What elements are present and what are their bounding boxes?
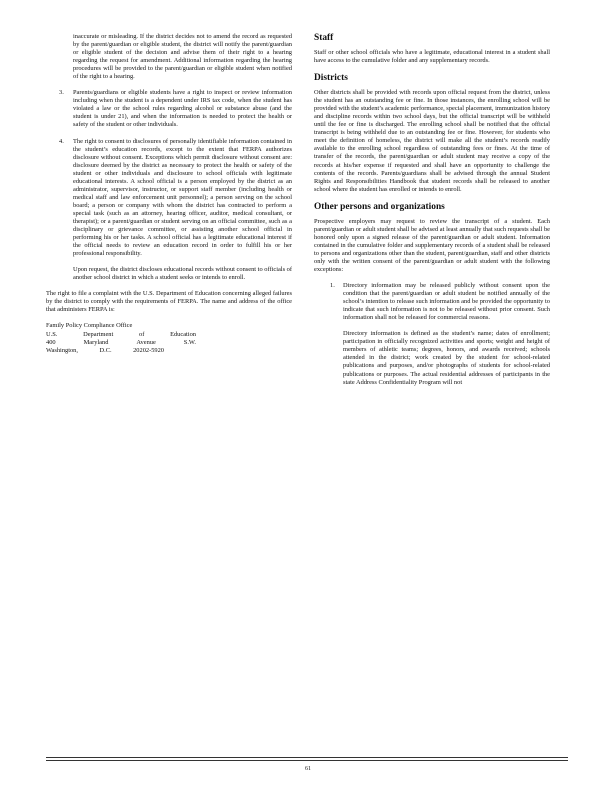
right-column [314,33,550,387]
list-item-1 [314,282,550,387]
list-item-text-2: Upon request, the district discloses educational records without consent to officials of another school district in which a student seeks or intends to enroll. [73,266,292,282]
list-item-text: Parents/guardians or eligible students have a right to inspect or review information including when the student is a dependent under IRS tax code, when the student has violated a law or the school rules regarding alcohol or substance abuse (and the student is under 21), and when the information is needed to protect the health or safety of the student or other individuals. [73,89,292,129]
list-item-text-2: Directory information is defined as the student’s name; dates of enrollment; participation in officially recognized activities and sports; weight and height of members of athletic teams; degrees, honors, and awards received; schools attended in the district; work created by the student for school-related publications and purposes, and/or photographs of students for school-related publications or purposes. The actual residential addresses of participants in the state Address Confidentiality Program will not [343,330,550,386]
left-column [46,33,292,355]
address-word: S.W. [183,338,196,346]
list-item-text: Directory information may be released publicly without consent upon the condition that the parent/guardian or adult student be notified annually of the school’s intention to release such information and be provided the opportunity to indicate that such information is not to be released without prior consent. Such information shall not be released for commercial reasons. [343,282,550,322]
address-word: of [139,330,145,338]
districts-paragraph: Other districts shall be provided with records upon official request from the district, unless the student has an outstanding fee or fine. In those instances, the enrolling school will be provided with the student’s academic performance, special placement, immunization history and discipline records within two school days, but the official transcript will be withheld until the fee or fine is discharged. The enrolling school shall be notified that the official transcript is being withheld due to an outstanding fee or fine. However, for students who meet the definition of homeless, the district will make all the student’s records readily available to the enrolling school regardless of outstanding fees or fines. At the time of transfer of the records, the parent/guardian or adult student may receive a copy of the records at his/her expense if requested and shall have an opportunity to challenge the contents of the records. Parents/guardians shall be advised through the annual Student Rights and Responsibilities Handbook that student records shall be released to another school where the student has enrolled or intends to enroll. [314,89,550,193]
ferpa-address [46,322,292,354]
address-word: 400 [46,338,56,346]
list-item-text: The right to consent to disclosures of personally identifiable information contained in the student’s education records, except to the extent that FERPA authorizes disclosure without consent. Exceptions which permit disclosure without consent are: disclosure deemed by the district as necessary to protect the health or safety of the student or other individuals and disclosure to school officials with legitimate educational interests. A school official is a person employed by the district as an administrator, supervisor, instructor, or support staff member (including health or medical staff and law enforcement unit personnel); a person serving on the school board; a person or company with whom the district has contracted to perform a special task (such as an attorney, hearing officer, auditor, medical consultant, or therapist); or a parent/guardian or student serving on an official committee, such as a disciplinary or grievance committee, or assisting another school official in performing his or her tasks. A school official has a legitimate educational interest if the official needs to review an education record in order to fulfill his or her professional responsibility. [73,137,292,258]
address-line-3 [46,339,196,347]
footer-rule-top [46,757,568,758]
list-number: 3. [59,89,64,97]
address-word: U.S. [46,330,58,338]
address-line-4 [46,347,164,355]
staff-paragraph: Staff or other school officials who have a legitimate, educational interest in a student shall have access to the cumulative folder and any supplementary records. [314,49,550,65]
address-word: 20202-5920 [133,346,164,354]
address-word: Department [83,330,114,338]
address-word: Avenue [136,338,156,346]
staff-heading: Staff [314,33,334,43]
intro-paragraph: inaccurate or misleading. If the district decides not to amend the record as requested by the parent/guardian or eligible student, the district will notify the parent/guardian or eligible student of the decision and advise them of their right to a hearing regarding the request for amendment. Additional information regarding the hearing procedures will be provided to the parent/guardian or eligible student when notified of the right to a hearing. [73,33,292,81]
complaint-paragraph: The right to file a complaint with the U.S. Department of Education concerning alleged failures by the district to comply with the requirements of FERPA. The name and address of the office that administers FERPA is: [46,290,292,314]
address-line-1: Family Policy Compliance Office [46,322,133,330]
address-line-2 [46,331,196,339]
address-word: D.C. [99,346,112,354]
address-word: Washington, [46,346,78,354]
address-word: Maryland [83,338,109,346]
list-number: 1. [330,282,335,290]
other-persons-heading: Other persons and organizations [314,201,445,212]
list-item-4 [46,138,292,283]
list-number: 4. [59,137,64,145]
page-number: 61 [305,766,311,772]
footer-rule-bottom [46,760,568,761]
other-persons-paragraph: Prospective employers may request to review the transcript of a student. Each parent/guardian or adult student shall be advised at least annually that such requests shall be honored only upon a signed release of the parent/guardian or adult student. Information contained in the cumulative folder and supplementary records of a student shall be released to persons and organizations other than the student, parent/guardian, staff and other districts only with the written consent of the parent/guardian or adult student with the following exceptions: [314,217,550,273]
address-word: Education [170,330,196,338]
districts-heading: Districts [314,73,348,84]
list-item-3 [46,89,292,129]
